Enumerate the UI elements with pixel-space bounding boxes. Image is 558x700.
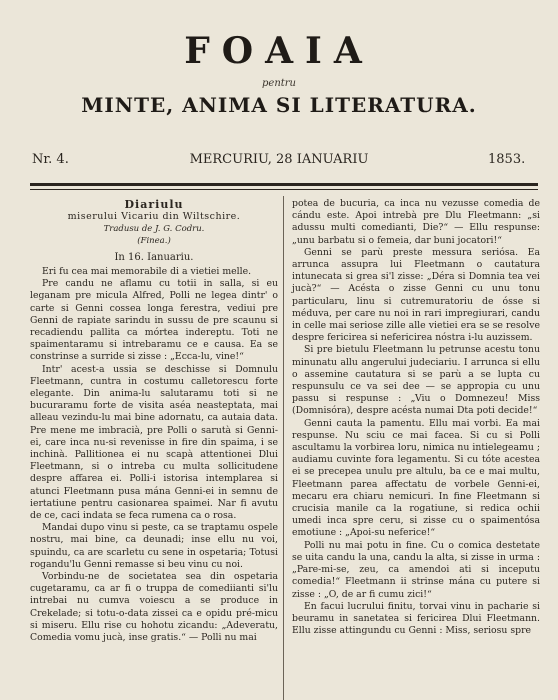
article-finis: (Finea.) bbox=[137, 236, 171, 246]
paragraph: Genni se parù preste messura seriósa. Ea arrunca assupra lui Fleetmann o cautatura intunecata si grea si'l zisse: „Déra si Domnia tea vei jucà?“ — Acésta o zisse Genni cu unu tonu particularu, linu si cutremuratoriu de ósse si méduva, per care nu noi in rari impregiurari, candu in celle mai seriose zille alle vietiei era se se resolve despre fericirea si nefericirea nóstra i-lu auzissem. bbox=[292, 246, 540, 344]
diary-date-heading: In 16. Ianuariu. bbox=[114, 252, 194, 263]
paragraph: Polli nu mai potu in fine. Cu o comica destetate se uita candu la una, candu la alta, si zisse in urma : „Pare-mi-se, zeu, ca amendoi ati si inceputu comedia!“ Fleetmann ii strinse mána cu putere si zisse : „O, de ar fi cumu zici!“ bbox=[292, 539, 540, 600]
issue-number: Nr. 4. bbox=[32, 152, 69, 167]
masthead-subtitle: MINTE, ANIMA SI LITERATURA. bbox=[81, 93, 477, 117]
article-heading: Diariulu bbox=[124, 198, 184, 211]
paragraph: Si pre bietulu Fleetmann lu petrunse acestu tonu minunatu allu angerului judeciariu. I arrunca si ellu o assemine cautatura si se parù a se lupta cu respunsulu ce va sei dee — se appropia cu unu passu si respunse : „Viu o Domnezeu! Miss (Domnisóra), despre acésta numai Dta poti decide!“ bbox=[292, 344, 540, 417]
paragraph: Vorbindu-ne de societatea sea din ospetaria cugetaramu, ca ar fi o truppa de comediianti si'lu intrebai nu cumva voiescu a se produce in Crekelade; si totu-o-data zissei ca e opidu pré-micu si miseru. Ellu rise cu hohotu zicandu: „Adeveratu, Comedia vomu jucà, inse gratis.“ — Polli nu mai bbox=[30, 571, 278, 644]
paragraph: Eri fu cea mai memorabile di a vietiei melle. bbox=[42, 266, 252, 277]
paragraph: En facui lucrului finitu, torvai vinu in pacharie si beuramu in sanetatea si fericirea Dlui Fleetmann. Ellu zisse attingundu cu Genni : Miss, seriosu spre bbox=[292, 600, 540, 637]
article-subheading: miserului Vicariu din Wiltschire. bbox=[67, 211, 241, 222]
issue-date: MERCURIU, 28 IANUARIU bbox=[189, 152, 369, 167]
column-divider bbox=[283, 196, 284, 700]
masthead-pentru: pentru bbox=[262, 78, 296, 89]
right-column bbox=[292, 198, 540, 637]
paragraph: Intr' acest-a ussia se deschisse si Domnulu Fleetmann, cuntra in costumu calletorescu forte elegante. Din anima-lu salutaramu toti si ne bucuraramu forte de visita aséa neasteptata, mai alleau vezindu-lu mai bine adornatu, ca autaia data. Pre mene me imbracià, pre Polli o sarutà si Genni-ei, care inca nu-si revenisse in fire din spaima, i se inchinà. Pallitionea ei nu scapà attentionei Dlui Fleetmann, si o intreba cu multa sollicitudene despre affarea ei. Polli-i istorisa intemplarea si atunci Fleetmann pusa mána Genni-ei in semnu de iertatiune pentru casionarea spaimei. Nar fi avutu de ce, caci indata se feca rumena ca o rosa. bbox=[30, 363, 278, 522]
issue-year: 1853. bbox=[488, 152, 526, 167]
paragraph: Mandai dupo vinu si peste, ca se traptamu ospele nostru, mai bine, ca deunadi; inse ellu nu voi, spuindu, ca are scarletu cu sene in ospetaria; Totusi rogandu'lu Genni remasse si beu vinu cu noi. bbox=[30, 522, 278, 570]
paragraph: Pre candu ne aflamu cu totii in salla, si eu leganam pre micula Alfred, Polli ne legea dintr' o carte si Genni cossea longa ferestra, vediui pre Genni de rapiate sarindu in sussu de pre scaunu si recadiendu pallita ca mórtea indereptu. Toti ne spaimentaramu si intrebaramu ce e causa. Ea se constrinse a surride si zisse : „Ecca-lu, vine!“ bbox=[30, 278, 278, 363]
left-column bbox=[30, 198, 278, 644]
masthead-title: FOAIA bbox=[184, 30, 374, 72]
paragraph: potea de bucuria, ca inca nu vezusse comedia de cándu este. Apoi intrebà pre Dlu Fleetmann: „si adussu multi comedianti, Die?“ — Ellu respunse: „unu barbatu si o femeia, dar buni jocatori!“ bbox=[292, 198, 540, 246]
header-rule-thin bbox=[30, 189, 538, 190]
paragraph: Genni cauta la pamentu. Ellu mai vorbi. Ea mai respunse. Nu sciu ce mai facea. Si cu si Polli ascultamu la vorbirea loru, nimica nu intielegeamu ; audiamu cuvinte fora legamentu. Si cu tóte acestea ei se precepea unulu pre altulu, ba ce e mai multu, Fleetmann parea affectatu de vorbele Genni-ei, mecaru era chiaru nemicuri. In fine Fleetmann si crucisia manile ca la rogatiune, si redica ochii umedi inca spre ceru, si zisse cu o spaimentósa emotiune : „Apoi-su neferice!“ bbox=[292, 417, 540, 539]
article-translator: Tradusu de J. G. Codru. bbox=[103, 224, 205, 234]
header-rule-thick bbox=[30, 183, 538, 186]
